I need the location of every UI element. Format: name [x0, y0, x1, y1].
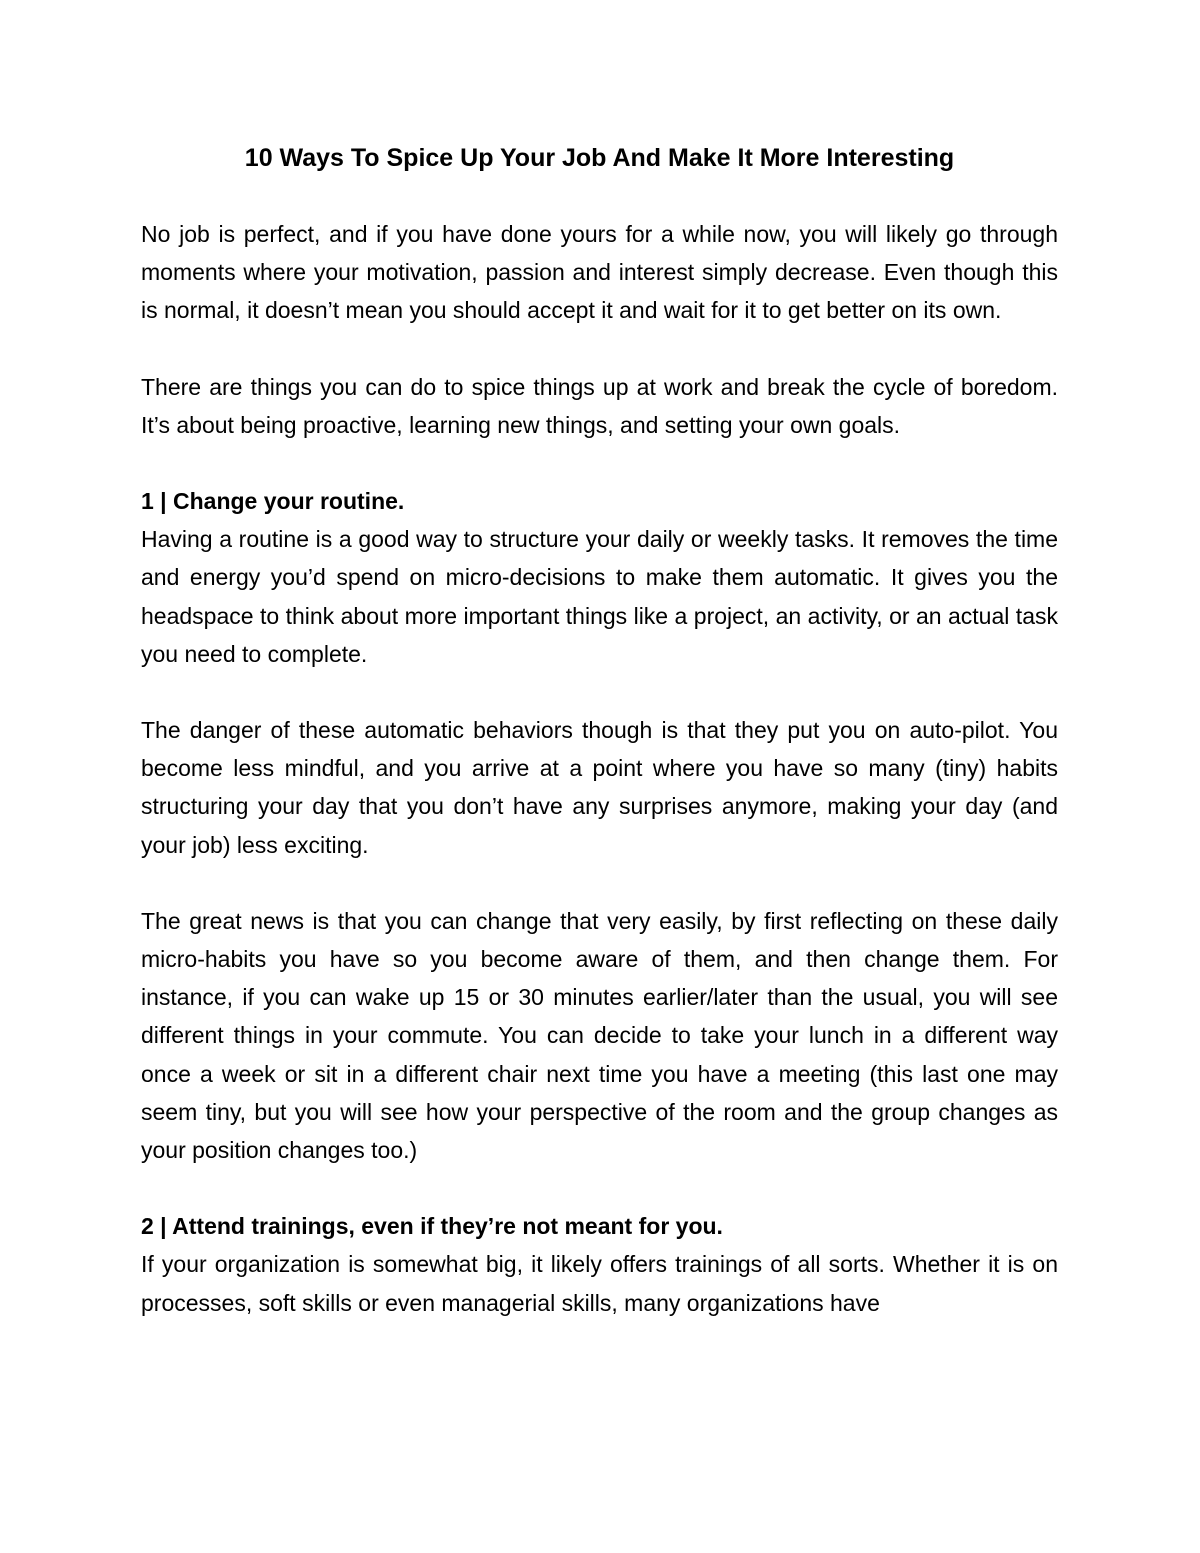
intro-paragraph-1: No job is perfect, and if you have done yours for a while now, you will likely go through moments where your motivation, passion and interest simply decrease. Even though this is normal, it doesn’t mean you should accept it and wait for it to get better on its own. — [141, 221, 1058, 324]
document-title: 10 Ways To Spice Up Your Job And Make It More Interesting — [244, 144, 955, 172]
section-1-paragraph-2: The danger of these automatic behaviors though is that they put you on auto-pilot. You become less mindful, and you arrive at a point where you have so many (tiny) habits structuring your day that you don’t have any surprises anymore, making your day (and your job) less exciting. — [141, 717, 1058, 858]
section-1-heading: 1 | Change your routine. — [141, 488, 405, 515]
document-page — [141, 139, 1058, 1322]
section-2-paragraph-1: If your organization is somewhat big, it likely offers trainings of all sorts. Whether it is on processes, soft skills or even managerial skills, many organizations have — [141, 1251, 1058, 1316]
intro-paragraph-2: There are things you can do to spice things up at work and break the cycle of boredom. It’s about being proactive, learning new things, and setting your own goals. — [141, 373, 1058, 438]
section-2-heading: 2 | Attend trainings, even if they’re not meant for you. — [141, 1213, 723, 1240]
section-1-paragraph-1: Having a routine is a good way to structure your daily or weekly tasks. It removes the time and energy you’d spend on micro-decisions to make them automatic. It gives you the headspace to think about more important things like a project, an activity, or an actual task you need to complete. — [141, 526, 1058, 667]
section-1-paragraph-3: The great news is that you can change that very easily, by first reflecting on these daily micro-habits you have so you become aware of them, and then change them. For instance, if you can wake up 15 or 30 minutes earlier/later than the usual, you will see different things in your commute. You can decide to take your lunch in a different way once a week or sit in a different chair next time you have a meeting (this last one may seem tiny, but you will see how your perspective of the room and the group changes as your position changes too.) — [141, 907, 1058, 1164]
